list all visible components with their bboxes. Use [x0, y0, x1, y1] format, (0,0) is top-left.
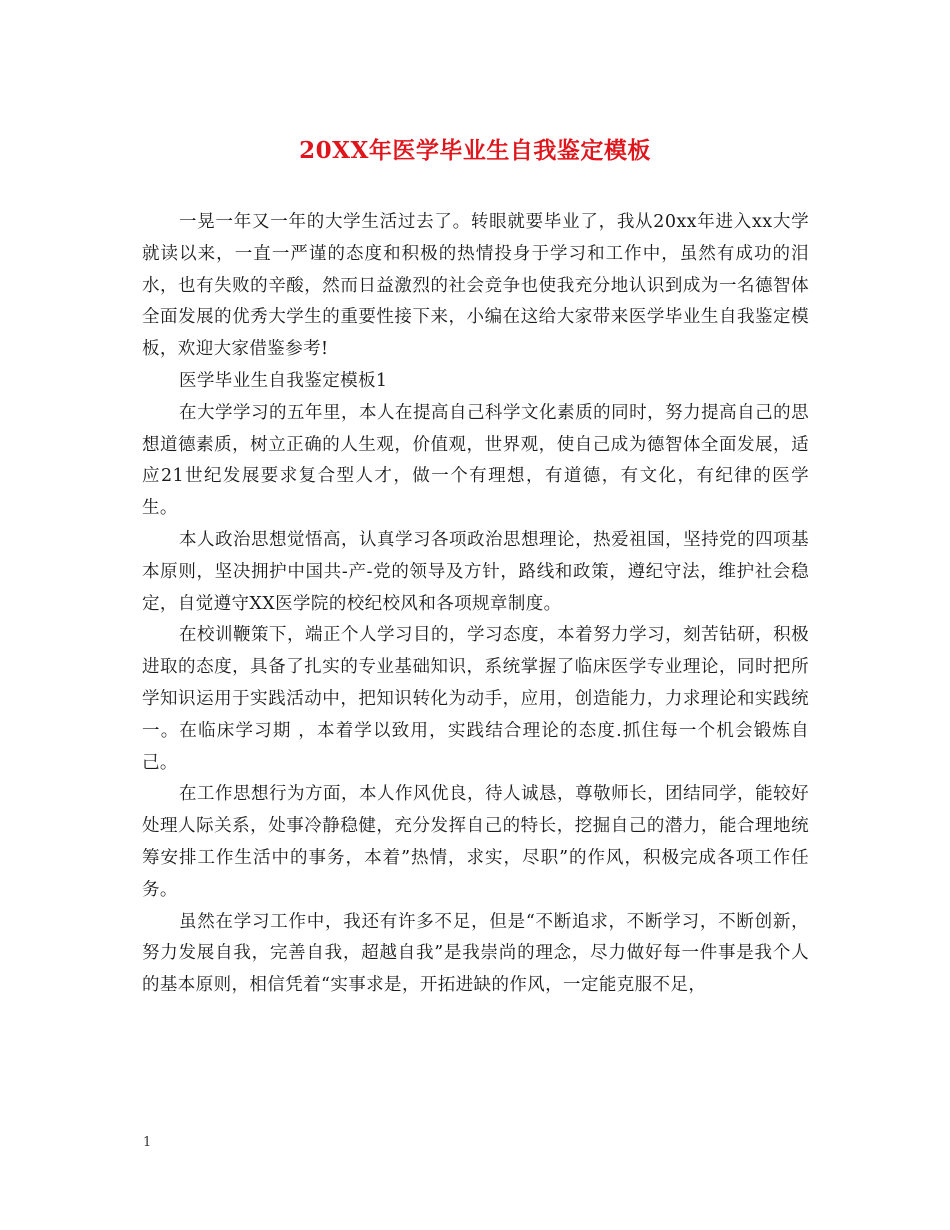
- section-heading: 医学毕业生自我鉴定模板1: [179, 370, 388, 391]
- intro-paragraph: 一晃一年又一年的大学生活过去了。转眼就要毕业了，我从20xx年进入xx大学就读以来，一直一严谨的态度和积极的热情投身于学习和工作中，虽然有成功的泪水，也有失败的辛酸，然而日益激烈的社会竞争也使我充分地认识到成为一名德智体全面发展的优秀大学生的重要性接下来，小编在这给大家带来医学毕业生自我鉴定模板，欢迎大家借鉴参考!: [142, 212, 809, 360]
- body-paragraph: 在大学学习的五年里，本人在提高自己科学文化素质的同时，努力提高自己的思想道德素质，树立正确的人生观，价值观，世界观，使自己成为德智体全面发展，适应21世纪发展要求复合型人才，做一个有理想，有道德，有文化，有纪律的医学生。: [142, 402, 809, 519]
- body-paragraph: 在校训鞭策下，端正个人学习目的，学习态度，本着努力学习，刻苦钻研，积极进取的态度，具备了扎实的专业基础知识，系统掌握了临床医学专业理论，同时把所学知识运用于实践活动中，把知识转化为动手，应用，创造能力，力求理论和实践统一。在临床学习期 ，本着学以致用，实践结合理论的态度.抓住每一个机会锻炼自己。: [142, 625, 809, 773]
- body-paragraph: 本人政治思想觉悟高，认真学习各项政治思想理论，热爱祖国，坚持党的四项基本原则，坚决拥护中国共-产-党的领导及方针，路线和政策，遵纪守法，维护社会稳定，自觉遵守XX医学院的校纪校风和各项规章制度。: [142, 529, 809, 614]
- body-paragraph: 在工作思想行为方面，本人作风优良，待人诚恳，尊敬师长，团结同学，能较好处理人际关系，处事冷静稳健，充分发挥自己的特长，挖掘自己的潜力，能合理地统筹安排工作生活中的事务，本着”热情，求实，尽职”的作风，积极完成各项工作任务。: [142, 784, 809, 900]
- document-body: [142, 207, 809, 1002]
- document-title: 20XX年医学毕业生自我鉴定模板: [299, 137, 651, 164]
- page-number: 1: [143, 1135, 152, 1150]
- body-paragraph: 虽然在学习工作中，我还有许多不足，但是“不断追求，不断学习，不断创新，努力发展自我，完善自我，超越自我”是我崇尚的理念，尽力做好每一件事是我个人的基本原则，相信凭着“实事求是，开拓进缺的作风，一定能克服不足，: [142, 911, 809, 996]
